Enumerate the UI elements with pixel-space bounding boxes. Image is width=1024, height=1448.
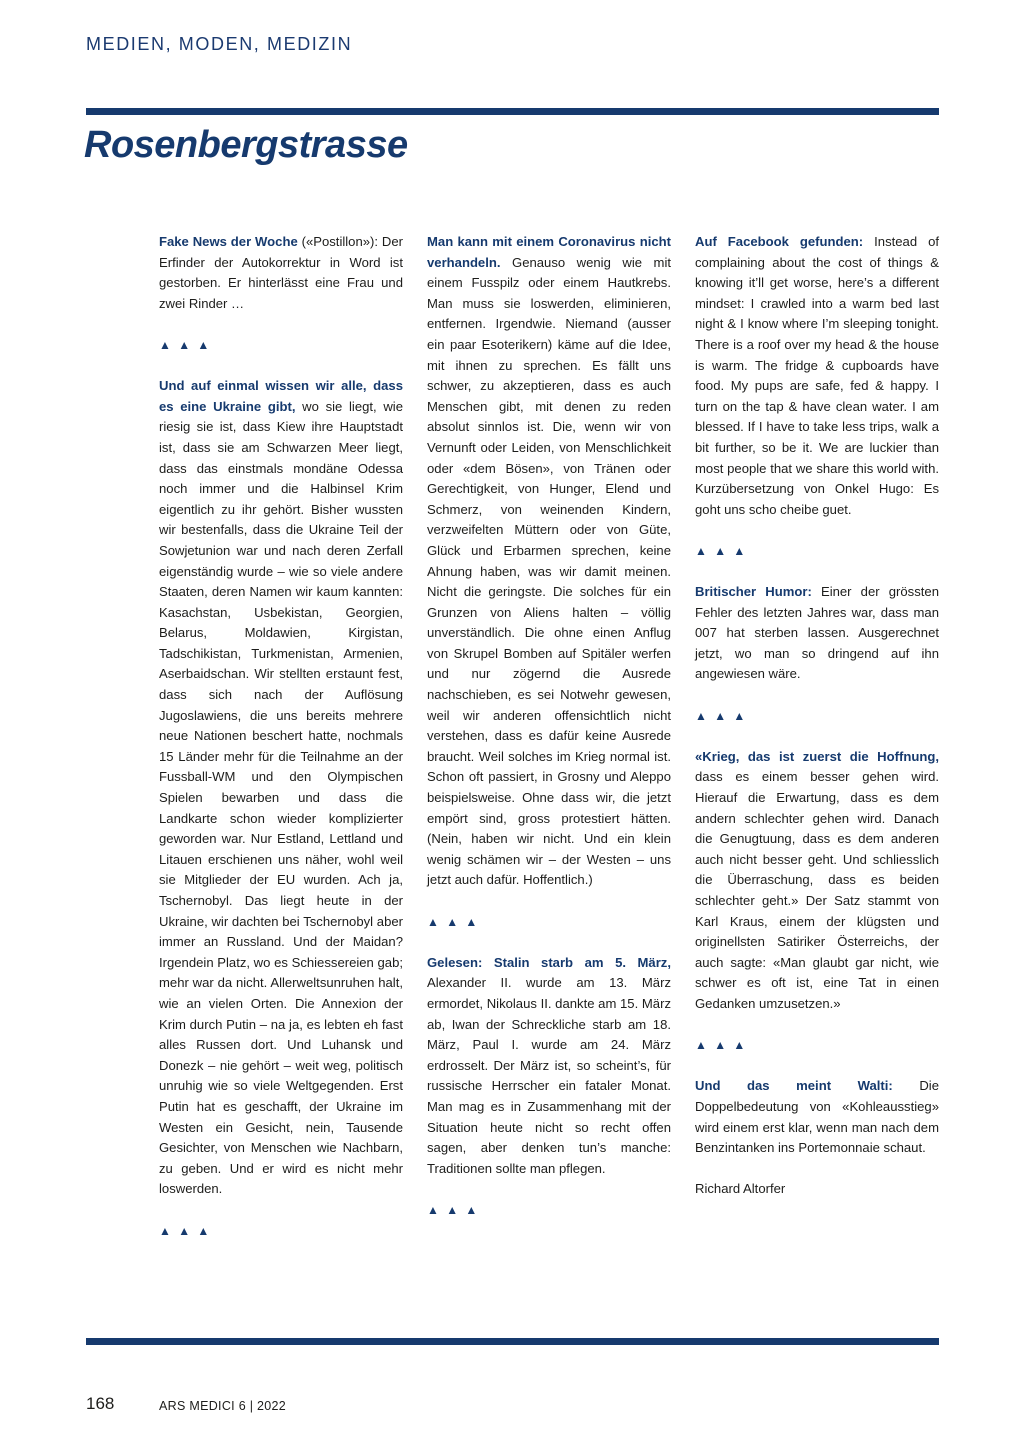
- paragraph: [427, 953, 671, 1180]
- paragraph-text: («Postillon»): Der Erfinder der Autokorrektur in Word ist gestorben. Er hinterlässt eine Frau und zwei Rinder …: [159, 234, 403, 311]
- paragraph: [695, 232, 939, 520]
- paragraph-lead: «Krieg, das ist zuerst die Hoffnung,: [695, 748, 939, 764]
- separator-triangles-icon: ▲ ▲ ▲: [695, 1038, 748, 1053]
- paragraph: [159, 376, 403, 1200]
- column-1: [159, 232, 403, 1262]
- separator-triangles-icon: ▲ ▲ ▲: [427, 1202, 480, 1217]
- paragraph: [695, 1076, 939, 1158]
- paragraph-text: Die Doppelbedeutung von «Kohleausstieg» wird einem erst klar, wenn man nach dem Benzintanken ins Portemonnaie schaut.: [695, 1078, 939, 1156]
- top-rule: [86, 108, 939, 115]
- paragraph-text: Alexander II. wurde am 13. März ermordet, Nikolaus II. dankte am 15. März ab, Iwan der Schreckliche starb am 18. März, Paul I. wurde am 24. März erdrosselt. Der März ist, so scheint’s, für russische Herrscher ein fataler Monat. Man mag es in Zusammenhang mit der Situation heute nicht so recht offen sagen, aber denken tun’s manche: Traditionen sollte man pflegen.: [427, 975, 671, 1176]
- paragraph-text: Einer der grössten Fehler des letzten Jahres war, dass man 007 hat sterben lassen. Ausgerechnet jetzt, wo man so dringend auf ihn angewiesen wäre.: [695, 584, 939, 682]
- separator-triangles-icon: ▲ ▲ ▲: [695, 708, 748, 723]
- paragraph-lead: Und das meint Walti:: [695, 1078, 893, 1094]
- paragraph-lead: Man kann mit einem Coronavirus nicht verhandeln.: [427, 234, 671, 270]
- paragraph-text: Instead of complaining about the cost of things & knowing it’ll get worse, here’s a different mindset: I crawled into a warm bed last night & I know where I’m sleeping tonight. There is a roof over my head & the house is warm. The fridge & cupboards have food. My pups are safe, fed & happy. I turn on the tap & have clean water. I am blessed. If I have to take less trips, walk a bit further, so be it. We are luckier than most people that we share this world with. Kurzübersetzung von Onkel Hugo: Es goht uns scho cheibe guet.: [695, 234, 939, 517]
- paragraph: [427, 232, 671, 891]
- journal-issue: ARS MEDICI 6 | 2022: [159, 1399, 287, 1413]
- paragraph: [695, 747, 939, 1015]
- paragraph: [695, 582, 939, 685]
- paragraph-lead: Fake News der Woche: [159, 234, 298, 249]
- paragraph: [159, 232, 403, 314]
- article-title: Rosenbergstrasse: [84, 124, 408, 166]
- author-name: Richard Altorfer: [695, 1181, 786, 1197]
- paragraph-text: wo sie liegt, wie riesig sie ist, dass Kiew ihre Hauptstadt ist, dass sie am Schwarzen Meer liegt, dass das einstmals mondäne Odessa noch immer und die Halbinsel Krim eigentlich zu ihr gehört. Bisher wussten wir bestenfalls, dass die Ukraine Teil der Sowjetunion war und nach deren Zerfall eigenständig wurde – wie so viele andere Staaten, deren Namen wir kaum kannten: Kasachstan, Usbekistan, Georgien, Belarus, Moldawien, Kirgistan, Tadschikistan, Turkmenistan, Armenien, Aserbaidschan. Wir stellten erstaunt fest, dass sich nach der Auflösung Jugoslawiens, die uns bereits mehrere neue Nationen beschert hatte, nochmals 15 Länder mehr für die Teilnahme an der Fussball-WM und den Olympischen Spielen bewarben und dass die Landkarte schon wieder komplizierter geworden war. Nur Estland, Lettland und Litauen erschienen uns näher, wohl weil sie Mitglieder der EU wurden. Ach ja, Tschernobyl. Das liegt heute in der Ukraine, wir dachten bei Tschernobyl aber immer an Russland. Und der Maidan? Irgendein Platz, wo es Schiessereien gab; mehr war da nicht. Allerweltsunruhen halt, wie an vielen Orten. Die Annexion der Krim durch Putin – na ja, es lebten eh fast alles Russen dort. Und Luhansk und Donezk – nie gehört – weit weg, politisch unruhig wie so viele Weltgegenden. Erst Putin hat es geschafft, der Ukraine im Westen ein Gesicht, nein, Tausende Gesichter, von Menschen wie Nachbarn, zu geben. Und er wird es nicht mehr loswerden.: [159, 398, 403, 1197]
- column-3: [695, 232, 939, 1221]
- paragraph-text: dass es einem besser gehen wird. Hierauf die Erwartung, dass es dem andern schlechter gehen wird. Danach die Genugtuung, dass es dem anderen auch nicht besser geht. Und schliesslich die Überraschung, dass es beiden schlechter geht.» Der Satz stammt von Karl Kraus, einem der klügsten und originellsten Satiriker Österreichs, der auch sagte: «Man glaubt gar nicht, wie schwer es oft ist, eine Tat in einen Gedanken umzusetzen.»: [695, 769, 939, 1011]
- bottom-rule: [86, 1338, 939, 1345]
- paragraph-lead: Auf Facebook gefunden:: [695, 234, 864, 249]
- separator-triangles-icon: ▲ ▲ ▲: [159, 1223, 212, 1238]
- column-2: [427, 232, 671, 1241]
- separator-triangles-icon: ▲ ▲ ▲: [427, 914, 480, 929]
- page-number: 168: [86, 1394, 115, 1413]
- section-kicker: MEDIEN, MODEN, MEDIZIN: [86, 34, 353, 54]
- separator-triangles-icon: ▲ ▲ ▲: [159, 337, 212, 352]
- paragraph-lead: Und auf einmal wissen wir alle, dass es eine Ukraine gibt,: [159, 378, 403, 414]
- separator-triangles-icon: ▲ ▲ ▲: [695, 543, 748, 558]
- paragraph-lead: Britischer Humor:: [695, 584, 812, 600]
- paragraph-lead: Gelesen: Stalin starb am 5. März,: [427, 954, 671, 970]
- paragraph-text: Genauso wenig wie mit einem Fusspilz oder einem Hautkrebs. Man muss sie loswerden, eliminieren, entfernen. Irgendwie. Niemand (ausser ein paar Esoterikern) käme auf die Idee, mit ihnen zu sprechen. Es fällt uns schwer, zu akzeptieren, dass es auch Menschen gibt, mit denen zu reden absolut sinnlos ist. Die, wenn wir von Vernunft oder Leiden, von Menschlichkeit oder «dem Bösen», von Tränen oder Gerechtigkeit, von Hunger, Elend und Schmerz, von weinenden Kindern, verzweifelten Müttern oder von Güte, Glück und Erbarmen sprechen, keine Ahnung haben, was wir damit meinen. Nicht die geringste. Die solches für ein Grunzen von Aliens halten – völlig unverständlich. Die ohne einen Anflug von Skrupel Bomben auf Spitäler werfen und nur zögernd die Ausrede nachschieben, es sei Notwehr gewesen, weil wir anderen offensichtlich nicht verstehen, dass es dafür keine Ausrede braucht. Weil solches im Krieg normal ist. Schon oft passiert, in Grosny und Aleppo beispielsweise. Ohne dass wir, die jetzt empört sind, gross protestiert hätten. (Nein, haben wir nicht. Und ein klein wenig schämen wir – der Westen – uns jetzt auch dafür. Hoffentlich.): [427, 254, 671, 888]
